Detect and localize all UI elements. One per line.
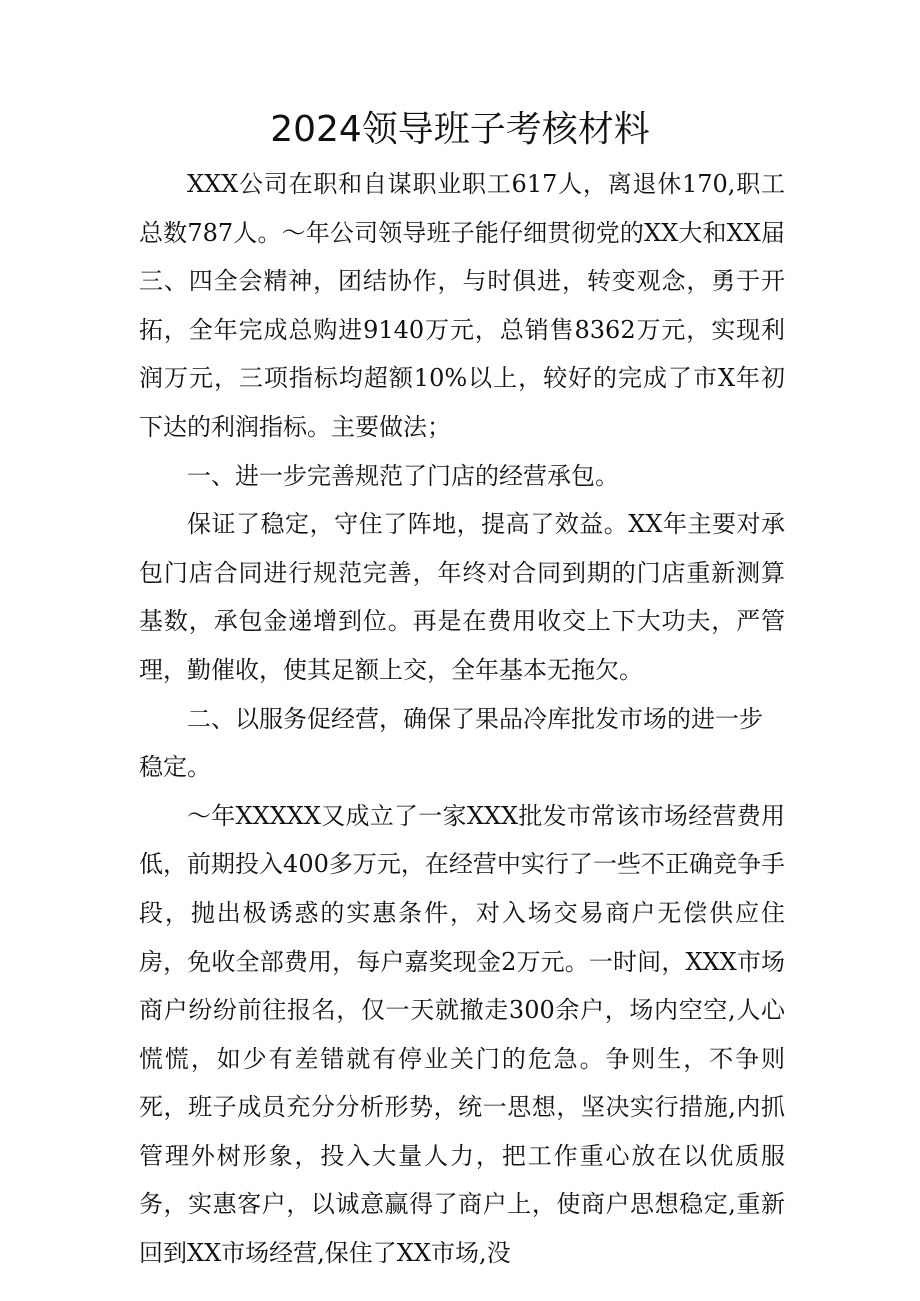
section-heading-2: 二、以服务促经营，确保了果品冷库批发市场的进一步稳定。 [139, 704, 763, 782]
paragraph-intro: XXX公司在职和自谋职业职工617人，离退休170,职工总数787人。～年公司领导班子能仔细贯彻党的XX大和XX届三、四全会精神，团结协作，与时俱进，转变观念，勇于开拓，全年完成总购进9140万元，总销售8362万元，实现利润万元，三项指标均超额10%以上，较好的完成了市X年初下达的利润指标。主要做法； [139, 170, 785, 441]
document-body [139, 160, 785, 1278]
paragraph-section-2: ～年XXXXX又成立了一家XXX批发市常该市场经营费用低，前期投入400多万元，在经营中实行了一些不正确竞争手段，抛出极诱惑的实惠条件，对入场交易商户无偿供应住房，免收全部费用，每户嘉奖现金2万元。一时间，XXX市场商户纷纷前往报名，仅一天就撤走300余户，场内空空,人心慌慌，如少有差错就有停业关门的危急。争则生，不争则死，班子成员充分分析形势，统一思想，坚决实行措施,内抓管理外树形象，投入大量人力，把工作重心放在以优质服务，实惠客户，以诚意赢得了商户上，使商户思想稳定,重新回到XX市场经营,保住了XX市场,没 [139, 801, 785, 1268]
section-heading-1: 一、进一步完善规范了门店的经营承包。 [187, 461, 619, 490]
paragraph-section-1: 保证了稳定，守住了阵地，提高了效益。XX年主要对承包门店合同进行规范完善，年终对合同到期的门店重新测算基数，承包金递增到位。再是在费用收交上下大功夫，严管理，勤催收，使其足额上交，全年基本无拖欠。 [139, 510, 785, 684]
document-title: 2024领导班子考核材料 [270, 109, 650, 150]
